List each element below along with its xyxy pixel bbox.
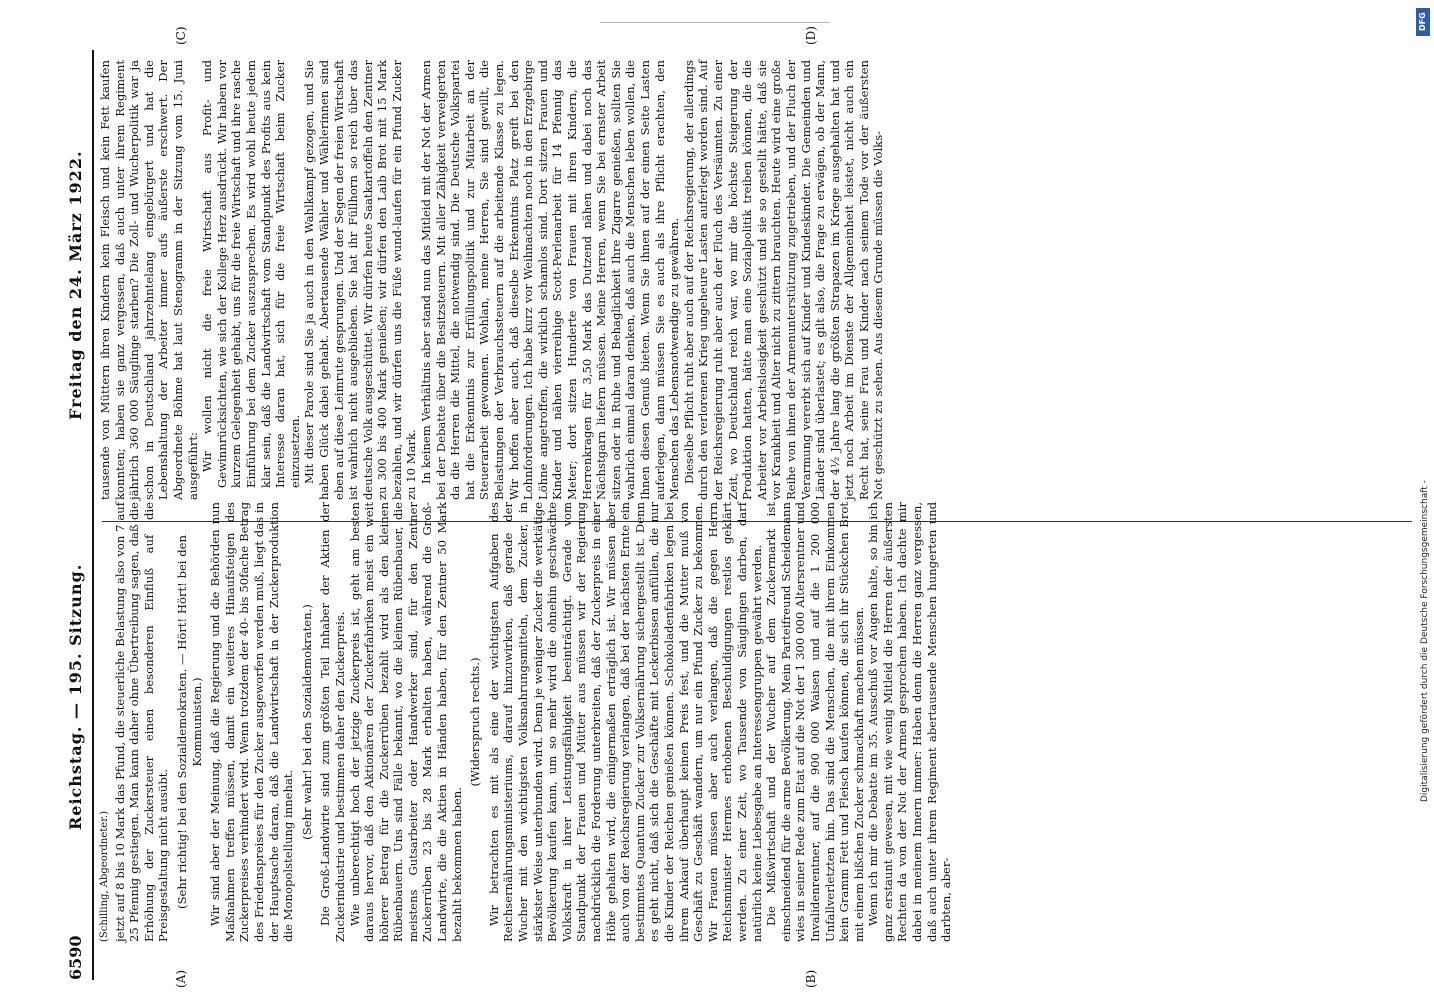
- paragraph: Wie unberechtigt hoch der jetzige Zuckerpreis ist, geht am besten daraus hervor, daß den Aktionären der Zuckerfabriken meist ein weit höherer Betrag für die Zuckerrüben bezahlt wird als den kleinen Rübenbauern. Uns sind Fälle bekannt, wo die kleinen Rübenbauer, die meistens Gutsarbeiter oder Handwerker sind, für den Zentner Zuckerrüben 23 bis 28 Mark erhalten haben, während die Groß-Landwirte, die die Aktien in Händen haben, für den Zentner 50 Mark bezahlt bekommen haben.: [347, 502, 464, 942]
- quoted-paragraph: Wir wollen nicht die freie Wirtschaft aus Profit- und Gewinnrücksichten, wie sich der Kollege Herz ausdrückt. Wir haben vor kurzem Gelegenheit gehabt, uns für die freie Wirtschaft und ihre rasche Einführung bei dem Zucker auszusprechen. Es wird wohl heute jedem klar sein, daß die Landwirtschaft vom Standpunkt des Profits aus kein Interesse daran hat, sich für die freie Wirtschaft beim Zucker einzusetzen.: [200, 60, 302, 488]
- paragraph: Die Mißwirtschaft und der Wucher auf dem Zuckermarkt ist einschneidend für die arme Bevölkerung. Mein Parteifreund Scheidemann wies in seiner Rede zum Etat auf die Not der 1 300 000 Altersrentner und Invalidenrentner, auf die 900 000 Waisen und auf die 1 200 000 Unfallverletzten hin. Das sind die Menschen, die mit ihrem Einkommen kein Gramm Fett und Fleisch kaufen können, die sich ihr Stückchen Brot mit einem bißchen Zucker schmackhaft machen müssen.: [764, 502, 866, 942]
- paragraph: Wenn ich mir die Debatte im 35. Ausschuß vor Augen halte, so bin ich ganz erstaunt gewesen, mit wie wenig Mitleid die Herren der äußersten Rechten da von der Not der Armen gesprochen haben. Ich dachte mir dabei in meinem Innern immer: Haben denn die Herren ganz vergessen, daß auch unter ihrem Regiment abertausende Menschen hungerten und darbten, aber-: [866, 502, 954, 942]
- margin-marker-b: (B): [804, 969, 818, 988]
- paragraph: tausende von Müttern ihren Kindern kein Fleisch und kein Fett kaufen konnten; haben sie ganz vergessen, daß auch unter ihrem Regiment jährlich 360 000 Säuglinge starben? Die Zoll- und Wucherpolitik war ja schon in Deutschland jahrzehntelang eingebürgert und hat die Lebenshaltung der Arbeiter immer aufs äußerste erschwert. Der Abgeordnete Böhme hat laut Stenogramm in der Sitzung vom 15. Juni ausgeführt:: [98, 60, 200, 500]
- interjection: (Sehr wahr! bei den Sozialdemokraten.): [299, 604, 314, 840]
- speaker-label: (Schilling, Abgeordneter.): [99, 811, 110, 942]
- paragraph: In keinem Verhältnis aber stand nun das Mitleid mit der Not der Armen bei der Debatte über die Besitzsteuern. Mit aller Zähigkeit verweigerten da die Herren die Mittel, die notwendig sind. Die Deutsche Volkspartei hat die Erkenntnis zur Erfüllungspolitik und zur Mitarbeit an der Steuerarbeit gewonnen. Wohlan, meine Herren, Sie sind gewillt, die Belastungen der Verbrauchssteuern auf die arbeitende Klasse zu legen. Wir hoffen aber auch, daß dieselbe Erkenntnis Platz greift bei den Lohnforderungen. Ich habe kurz vor Weihnachten noch in den Erzgebirge Löhne angetroffen, die wirklich schamlos sind. Dort sitzen Frauen und Kinder und nähen vierreihige Scott-Perlenarbeit für 14 Pfennig das Meter; dort sitzen Hunderte von Frauen mit ihren Kindern, die Herrenkragen für 3,50 Mark das Dutzend nähen und dabei noch das Nächstgarn liefern müssen. Meine Herren, wenn Sie bei ernster Arbeit sitzen oder in Ruhe und Behaglichkeit Ihre Zigarre genießen, sollten Sie wahrlich einmal daran denken, daß auch die Menschen leben wollen, die Ihnen diesen Genuß bieten. Wenn Sie ihnen auf der einen Seite Lasten auferlegen, dann müssen Sie es auch als ihre Pflicht erachten, den Menschen das Lebensnotwendige zu gewähren.: [419, 60, 682, 500]
- margin-marker-c: (C): [174, 26, 188, 45]
- page-number: 6590: [66, 935, 85, 980]
- paragraph: Wir betrachten es mit als eine der wichtigsten Aufgaben des Reichsernährungsministeriums, darauf hinzuwirken, daß gerade der Wucher mit den wichtigsten Volksnahrungsmitteln, dem Zucker, in stärkster Weise unterbunden wird. Denn je weniger Zucker die werktätige Bevölkerung kaufen kann, um so mehr wird die ohnehin geschwächte Volkskraft in ihrer Leistungsfähigkeit beeinträchtigt. Gerade vom Standpunkt der Frauen und Mütter aus müssen wir der Regierung nachdrücklich die Forderung unterbreiten, daß der Zuckerpreis in einer Höhe gehalten wird, die einigermaßen erträglich ist. Wir müssen aber auch von der Reichsregierung verlangen, daß bei der nächsten Ernte ein bestimmtes Quantum Zucker zur Volksernährung sichergestellt ist. Denn es geht nicht, daß sich die Geschäfte mit Leckerbissen anfüllen, die nur die Kinder der Reichen genießen können. Schokoladenfabriken legen bei ihrem Ankauf überhaupt keinen Preis fest, und die Mutter muß von Geschäft zu Geschäft wandern, um nur ein Pfund Zucker zu bekommen. Wir Frauen müssen aber auch verlangen, daß die gegen Herrn Reichsminister Hermes erhobenen Beschuldigungen restlos geklärt werden. Zu einer Zeit, wo Tausende von Säuglingen darben, darf natürlich keine Liebesgabe an Interessengruppen gewährt werden.: [486, 502, 764, 942]
- right-column: [98, 60, 886, 500]
- left-column: [98, 502, 954, 942]
- paragraph: Mit dieser Parole sind Sie ja auch in den Wahlkampf gezogen, und Sie haben Glück dabei gehabt. Abertausende Wähler und Wählerinnen sind eben auf diese Leimrute gesprungen. Und der Segen der freien Wirtschaft ist wahrlich nicht ausgeblieben. Sie hat ihr Füllhorn so reich über das deutsche Volk ausgeschüttet. Wir dürfen heute Saatkartoffeln den Zentner zu 300 bis 400 Mark genießen; wir dürfen den Laib Brot mit 15 Mark bezahlen, und wir dürfen uns die Füße wund-laufen für ein Pfund Zucker zu 10 Mark.: [302, 59, 419, 500]
- interjection: (Sehr richtig! bei den Sozialdemokraten. — Hört! Hört! bei den Kommunisten.): [174, 535, 204, 909]
- paragraph: jetzt auf 8 bis 10 Mark das Pfund, die steuerliche Belastung also von 7 auf 25 Pfennig gestiegen. Man kann daher ohne Übertreibung sagen, daß die Erhöhung der Zuckersteuer einen besonderen Einfluß auf die Preisgestaltung nicht ausübt.: [112, 502, 171, 942]
- paragraph: Dieselbe Pflicht ruht aber auch auf der Reichsregierung, der allerdings durch den verlorenen Krieg ungeheure Lasten auferlegt worden sind. Auf der Reichsregierung ruht aber auch der Fluch des Versäumten. Zu einer Zeit, wo Deutschland reich war, wo mir die höchste Steigerung der Produktion hatten, hätte man eine Sozialpolitik treiben können, die die Arbeiter vor Arbeitslosigkeit geschützt und sie so gestellt hätte, daß sie vor Krankheit und Alter nicht zu zittern brauchten. Heute wird eine große Reihe von ihnen der Armenunterstützung zugetrieben, und der Fluch der Verarmung vererbt sich auf Kinder und Kindeskinder. Die Gemeinden und Länder sind überlastet; es gilt also, die Frage zu erwägen, ob der Mann, der 4½ Jahre lang die größten Strapazen im Kriege ausgehalten hat und jetzt noch Arbeit im Dienste der Allgemeinheit leistet, nicht auch ein Recht hat, seine Frau und Kinder nach seinem Tode vor der äußersten Not geschützt zu sehen. Aus diesem Grunde müssen die Volks-: [681, 60, 886, 500]
- interjection: (Widerspruch rechts.): [468, 657, 483, 787]
- session-title: Reichstag. — 195. Sitzung.: [66, 563, 85, 830]
- page-header: [62, 50, 94, 980]
- session-date: Freitag den 24. März 1922.: [66, 150, 85, 420]
- digitization-credit: Digitalisierung gefördert durch die Deutsche Forschungsgemeinschaft -: [1420, 480, 1430, 802]
- margin-marker-a: (A): [174, 969, 188, 988]
- rotated-page-content: [44, 0, 1424, 1000]
- paragraph: Wir sind aber der Meinung, daß die Regierung und die Behörden nun Maßnahmen treffen müssen, damit ein weiteres Hinaufsteigen des Zuckerpreises verhindert wird. Wenn trotzdem der 40- bis 50fache Betrag des Friedenspreises für den Zucker ausgeworfen werden muß, liegt das in der Hauptsache daran, daß die Landwirtschaft in der Zuckerproduktion die Monopolstellung innehat.: [208, 502, 296, 942]
- margin-marker-d: (D): [804, 26, 818, 45]
- dfg-logo: DFG: [1416, 8, 1430, 36]
- paragraph: Die Groß-Landwirte sind zum größten Teil Inhaber der Aktien der Zuckerindustrie und bestimmen daher den Zuckerpreis.: [318, 502, 347, 942]
